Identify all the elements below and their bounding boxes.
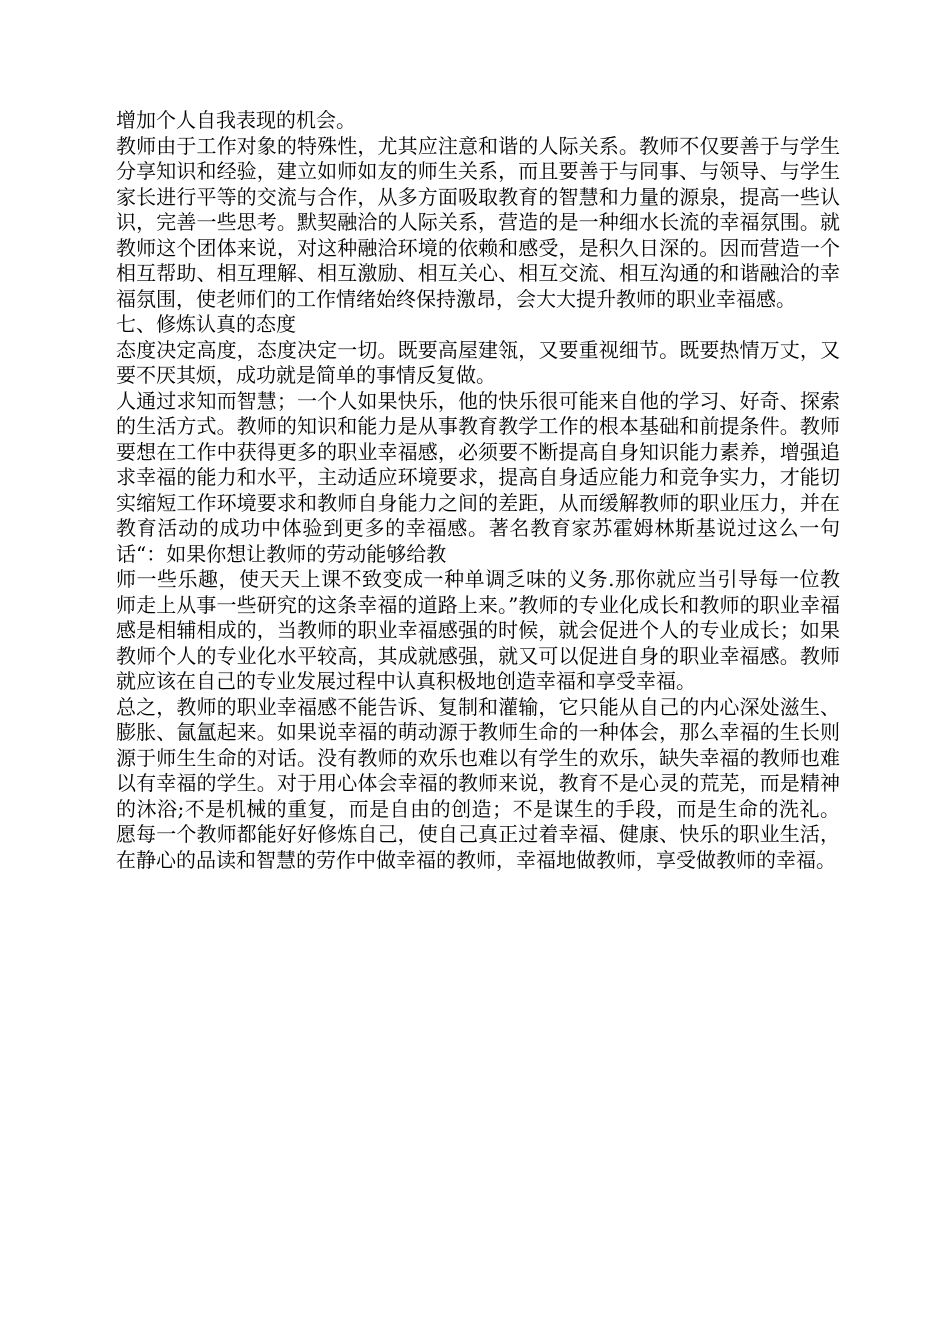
section-heading: 七、修炼认真的态度 bbox=[116, 312, 296, 336]
paragraph-4: 人通过求知而智慧；一个人如果快乐，他的快乐很可能来自他的学习、好奇、探索的生活方式。教师的知识和能力是从事教育教学工作的根本基础和前提条件。教师要想在工作中获得更多的职业幸福感，必须要不断提高自身知识能力素养，增强追求幸福的能力和水平，主动适应环境要求，提高自身适应能力和竞争实力，才能切实缩短工作环境要求和教师自身能力之间的差距，从而缓解教师的职业压力，并在教育活动的成功中体验到更多的幸福感。著名教育家苏霍姆林斯基说过这么一句话“：如果你想让教师的劳动能够给教 bbox=[116, 388, 840, 566]
document-page bbox=[116, 108, 840, 873]
paragraph-2: 教师由于工作对象的特殊性，尤其应注意和谐的人际关系。教师不仅要善于与学生分享知识和经验，建立如师如友的师生关系，而且要善于与同事、与领导、与学生家长进行平等的交流与合作，从多方面吸取教育的智慧和力量的源泉，提高一些认识，完善一些思考。默契融洽的人际关系，营造的是一种细水长流的幸福氛围。就教师这个团体来说，对这种融洽环境的依赖和感受，是积久日深的。因而营造一个相互帮助、相互理解、相互激励、相互关心、相互交流、相互沟通的和谐融洽的幸福氛围，使老师们的工作情绪始终保持激昂，会大大提升教师的职业幸福感。 bbox=[116, 133, 840, 311]
paragraph-6: 总之，教师的职业幸福感不能告诉、复制和灌输，它只能从自己的内心深处滋生、膨胀、氤氲起来。如果说幸福的萌动源于教师生命的一种体会，那么幸福的生长则源于师生生命的对话。没有教师的欢乐也难以有学生的欢乐，缺失幸福的教师也难以有幸福的学生。对于用心体会幸福的教师来说，教育不是心灵的荒芜，而是精神的沐浴;不是机械的重复，而是自由的创造；不是谋生的手段，而是生命的洗礼。愿每一个教师都能好好修炼自己，使自己真正过着幸福、健康、快乐的职业生活，在静心的品读和智慧的劳作中做幸福的教师，幸福地做教师，享受做教师的幸福。 bbox=[116, 694, 840, 872]
paragraph-3: 态度决定高度，态度决定一切。既要高屋建瓴，又要重视细节。既要热情万丈，又要不厌其烦，成功就是简单的事情反复做。 bbox=[116, 337, 840, 387]
paragraph-1: 增加个人自我表现的机会。 bbox=[116, 108, 356, 132]
paragraph-5: 师一些乐趣，使天天上课不致变成一种单调乏味的义务.那你就应当引导每一位教师走上从事一些研究的这条幸福的道路上来。”教师的专业化成长和教师的职业幸福感是相辅相成的，当教师的职业幸福感强的时候，就会促进个人的专业成长；如果教师个人的专业化水平较高，其成就感强，就又可以促进自身的职业幸福感。教师就应该在自己的专业发展过程中认真积极地创造幸福和享受幸福。 bbox=[116, 567, 840, 693]
